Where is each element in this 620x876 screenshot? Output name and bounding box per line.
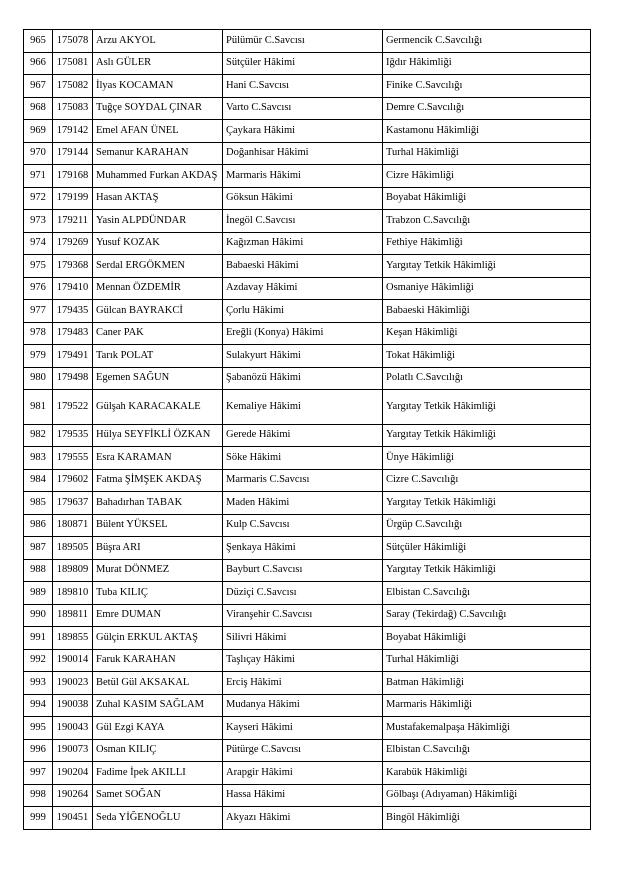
row-number-cell: 994 (24, 694, 53, 717)
new-post-cell: Elbistan C.Savcılığı (383, 582, 591, 605)
registry-number-cell: 179168 (53, 165, 93, 188)
table-row (24, 559, 591, 582)
row-number-cell: 968 (24, 97, 53, 120)
current-post-cell: Ereğli (Konya) Hâkimi (223, 322, 383, 345)
current-post-cell: Viranşehir C.Savcısı (223, 604, 383, 627)
registry-number-cell: 179535 (53, 424, 93, 447)
current-post-cell: Pülümür C.Savcısı (223, 30, 383, 53)
row-number-cell: 999 (24, 807, 53, 830)
registry-number-cell: 179637 (53, 492, 93, 515)
table-row (24, 649, 591, 672)
new-post-cell: Cizre Hâkimliği (383, 165, 591, 188)
row-number-cell: 979 (24, 345, 53, 368)
registry-number-cell: 175083 (53, 97, 93, 120)
current-post-cell: İnegöl C.Savcısı (223, 210, 383, 233)
registry-number-cell: 179368 (53, 255, 93, 278)
current-post-cell: Gerede Hâkimi (223, 424, 383, 447)
current-post-cell: Şenkaya Hâkimi (223, 537, 383, 560)
row-number-cell: 987 (24, 537, 53, 560)
current-post-cell: Söke Hâkimi (223, 447, 383, 470)
row-number-cell: 983 (24, 447, 53, 470)
person-name-cell: Bahadırhan TABAK (93, 492, 223, 515)
row-number-cell: 966 (24, 52, 53, 75)
table-row (24, 582, 591, 605)
current-post-cell: Azdavay Hâkimi (223, 277, 383, 300)
row-number-cell: 995 (24, 717, 53, 740)
row-number-cell: 974 (24, 232, 53, 255)
current-post-cell: Bayburt C.Savcısı (223, 559, 383, 582)
current-post-cell: Taşlıçay Hâkimi (223, 649, 383, 672)
table-row (24, 120, 591, 143)
registry-number-cell: 190451 (53, 807, 93, 830)
table-row (24, 52, 591, 75)
row-number-cell: 972 (24, 187, 53, 210)
registry-number-cell: 175081 (53, 52, 93, 75)
new-post-cell: Boyabat Hâkimliği (383, 627, 591, 650)
table-row (24, 165, 591, 188)
person-name-cell: Gülcan BAYRAKCİ (93, 300, 223, 323)
new-post-cell: Karabük Hâkimliği (383, 762, 591, 785)
current-post-cell: Kulp C.Savcısı (223, 514, 383, 537)
registry-number-cell: 179483 (53, 322, 93, 345)
row-number-cell: 997 (24, 762, 53, 785)
row-number-cell: 978 (24, 322, 53, 345)
table-row (24, 75, 591, 98)
registry-number-cell: 179269 (53, 232, 93, 255)
new-post-cell: Ünye Hâkimliği (383, 447, 591, 470)
new-post-cell: Yargıtay Tetkik Hâkimliği (383, 390, 591, 425)
person-name-cell: Zuhal KASIM SAĞLAM (93, 694, 223, 717)
table-row (24, 277, 591, 300)
new-post-cell: Batman Hâkimliği (383, 672, 591, 695)
appointment-table (23, 29, 591, 830)
table-row (24, 492, 591, 515)
new-post-cell: Demre C.Savcılığı (383, 97, 591, 120)
row-number-cell: 975 (24, 255, 53, 278)
row-number-cell: 988 (24, 559, 53, 582)
table-row (24, 300, 591, 323)
registry-number-cell: 190014 (53, 649, 93, 672)
new-post-cell: Ürgüp C.Savcılığı (383, 514, 591, 537)
new-post-cell: Elbistan C.Savcılığı (383, 739, 591, 762)
person-name-cell: Arzu AKYOL (93, 30, 223, 53)
row-number-cell: 985 (24, 492, 53, 515)
row-number-cell: 986 (24, 514, 53, 537)
table-row (24, 97, 591, 120)
registry-number-cell: 189810 (53, 582, 93, 605)
registry-number-cell: 179602 (53, 469, 93, 492)
person-name-cell: Hülya SEYFİKLİ ÖZKAN (93, 424, 223, 447)
table-row (24, 142, 591, 165)
person-name-cell: Samet SOĞAN (93, 784, 223, 807)
table-row (24, 255, 591, 278)
new-post-cell: Fethiye Hâkimliği (383, 232, 591, 255)
new-post-cell: Babaeski Hâkimliği (383, 300, 591, 323)
registry-number-cell: 179522 (53, 390, 93, 425)
table-row (24, 210, 591, 233)
registry-number-cell: 179435 (53, 300, 93, 323)
person-name-cell: Hasan AKTAŞ (93, 187, 223, 210)
current-post-cell: Babaeski Hâkimi (223, 255, 383, 278)
person-name-cell: Seda YİĞENOĞLU (93, 807, 223, 830)
person-name-cell: Serdal ERGÖKMEN (93, 255, 223, 278)
registry-number-cell: 189505 (53, 537, 93, 560)
registry-number-cell: 190073 (53, 739, 93, 762)
new-post-cell: Cizre C.Savcılığı (383, 469, 591, 492)
row-number-cell: 984 (24, 469, 53, 492)
row-number-cell: 967 (24, 75, 53, 98)
new-post-cell: Osmaniye Hâkimliği (383, 277, 591, 300)
table-row (24, 367, 591, 390)
new-post-cell: Polatlı C.Savcılığı (383, 367, 591, 390)
registry-number-cell: 190264 (53, 784, 93, 807)
row-number-cell: 996 (24, 739, 53, 762)
row-number-cell: 976 (24, 277, 53, 300)
new-post-cell: Tokat Hâkimliği (383, 345, 591, 368)
current-post-cell: Silivri Hâkimi (223, 627, 383, 650)
new-post-cell: Iğdır Hâkimliği (383, 52, 591, 75)
current-post-cell: Kağızman Hâkimi (223, 232, 383, 255)
new-post-cell: Yargıtay Tetkik Hâkimliği (383, 559, 591, 582)
current-post-cell: Varto C.Savcısı (223, 97, 383, 120)
table-row (24, 672, 591, 695)
table-row (24, 807, 591, 830)
current-post-cell: Hassa Hâkimi (223, 784, 383, 807)
person-name-cell: Bülent YÜKSEL (93, 514, 223, 537)
person-name-cell: Murat DÖNMEZ (93, 559, 223, 582)
table-row (24, 390, 591, 425)
person-name-cell: Emre DUMAN (93, 604, 223, 627)
current-post-cell: Kemaliye Hâkimi (223, 390, 383, 425)
person-name-cell: İlyas KOCAMAN (93, 75, 223, 98)
current-post-cell: Marmaris C.Savcısı (223, 469, 383, 492)
row-number-cell: 977 (24, 300, 53, 323)
person-name-cell: Fatma ŞİMŞEK AKDAŞ (93, 469, 223, 492)
current-post-cell: Doğanhisar Hâkimi (223, 142, 383, 165)
row-number-cell: 965 (24, 30, 53, 53)
registry-number-cell: 190023 (53, 672, 93, 695)
new-post-cell: Yargıtay Tetkik Hâkimliği (383, 492, 591, 515)
new-post-cell: Gölbaşı (Adıyaman) Hâkimliği (383, 784, 591, 807)
table-row (24, 30, 591, 53)
registry-number-cell: 179199 (53, 187, 93, 210)
registry-number-cell: 190204 (53, 762, 93, 785)
new-post-cell: Bingöl Hâkimliği (383, 807, 591, 830)
person-name-cell: Gül Ezgi KAYA (93, 717, 223, 740)
registry-number-cell: 189811 (53, 604, 93, 627)
table-row (24, 537, 591, 560)
person-name-cell: Fadime İpek AKILLI (93, 762, 223, 785)
new-post-cell: Sütçüler Hâkimliği (383, 537, 591, 560)
person-name-cell: Yasin ALPDÜNDAR (93, 210, 223, 233)
person-name-cell: Büşra ARI (93, 537, 223, 560)
registry-number-cell: 179144 (53, 142, 93, 165)
table-row (24, 784, 591, 807)
new-post-cell: Yargıtay Tetkik Hâkimliği (383, 255, 591, 278)
table-row (24, 514, 591, 537)
table-row (24, 604, 591, 627)
row-number-cell: 969 (24, 120, 53, 143)
row-number-cell: 991 (24, 627, 53, 650)
row-number-cell: 990 (24, 604, 53, 627)
current-post-cell: Kayseri Hâkimi (223, 717, 383, 740)
registry-number-cell: 179491 (53, 345, 93, 368)
new-post-cell: Mustafakemalpaşa Hâkimliği (383, 717, 591, 740)
new-post-cell: Yargıtay Tetkik Hâkimliği (383, 424, 591, 447)
person-name-cell: Gülçin ERKUL AKTAŞ (93, 627, 223, 650)
person-name-cell: Gülşah KARACAKALE (93, 390, 223, 425)
registry-number-cell: 189855 (53, 627, 93, 650)
person-name-cell: Muhammed Furkan AKDAŞ (93, 165, 223, 188)
registry-number-cell: 180871 (53, 514, 93, 537)
current-post-cell: Çorlu Hâkimi (223, 300, 383, 323)
registry-number-cell: 175082 (53, 75, 93, 98)
table-row (24, 762, 591, 785)
current-post-cell: Hani C.Savcısı (223, 75, 383, 98)
table-row (24, 469, 591, 492)
person-name-cell: Egemen SAĞUN (93, 367, 223, 390)
registry-number-cell: 179211 (53, 210, 93, 233)
current-post-cell: Maden Hâkimi (223, 492, 383, 515)
current-post-cell: Erciş Hâkimi (223, 672, 383, 695)
person-name-cell: Emel AFAN ÜNEL (93, 120, 223, 143)
row-number-cell: 970 (24, 142, 53, 165)
current-post-cell: Arapgir Hâkimi (223, 762, 383, 785)
current-post-cell: Marmaris Hâkimi (223, 165, 383, 188)
table-row (24, 187, 591, 210)
table-body (24, 30, 591, 830)
current-post-cell: Çaykara Hâkimi (223, 120, 383, 143)
table-row (24, 322, 591, 345)
row-number-cell: 971 (24, 165, 53, 188)
row-number-cell: 993 (24, 672, 53, 695)
current-post-cell: Akyazı Hâkimi (223, 807, 383, 830)
table-row (24, 447, 591, 470)
registry-number-cell: 179555 (53, 447, 93, 470)
new-post-cell: Turhal Hâkimliği (383, 649, 591, 672)
table-row (24, 694, 591, 717)
person-name-cell: Esra KARAMAN (93, 447, 223, 470)
row-number-cell: 989 (24, 582, 53, 605)
new-post-cell: Germencik C.Savcılığı (383, 30, 591, 53)
registry-number-cell: 190038 (53, 694, 93, 717)
row-number-cell: 981 (24, 390, 53, 425)
new-post-cell: Trabzon C.Savcılığı (383, 210, 591, 233)
new-post-cell: Saray (Tekirdağ) C.Savcılığı (383, 604, 591, 627)
registry-number-cell: 190043 (53, 717, 93, 740)
person-name-cell: Semanur KARAHAN (93, 142, 223, 165)
row-number-cell: 973 (24, 210, 53, 233)
new-post-cell: Boyabat Hâkimliği (383, 187, 591, 210)
current-post-cell: Sütçüler Hâkimi (223, 52, 383, 75)
current-post-cell: Mudanya Hâkimi (223, 694, 383, 717)
registry-number-cell: 189809 (53, 559, 93, 582)
new-post-cell: Finike C.Savcılığı (383, 75, 591, 98)
person-name-cell: Aslı GÜLER (93, 52, 223, 75)
current-post-cell: Şabanözü Hâkimi (223, 367, 383, 390)
current-post-cell: Pütürge C.Savcısı (223, 739, 383, 762)
row-number-cell: 998 (24, 784, 53, 807)
current-post-cell: Göksun Hâkimi (223, 187, 383, 210)
table-row (24, 717, 591, 740)
person-name-cell: Yusuf KOZAK (93, 232, 223, 255)
registry-number-cell: 179142 (53, 120, 93, 143)
new-post-cell: Turhal Hâkimliği (383, 142, 591, 165)
new-post-cell: Kastamonu Hâkimliği (383, 120, 591, 143)
row-number-cell: 982 (24, 424, 53, 447)
person-name-cell: Tarık POLAT (93, 345, 223, 368)
person-name-cell: Betül Gül AKSAKAL (93, 672, 223, 695)
new-post-cell: Marmaris Hâkimliği (383, 694, 591, 717)
person-name-cell: Caner PAK (93, 322, 223, 345)
table-row (24, 345, 591, 368)
current-post-cell: Sulakyurt Hâkimi (223, 345, 383, 368)
person-name-cell: Tuba KILIÇ (93, 582, 223, 605)
row-number-cell: 980 (24, 367, 53, 390)
row-number-cell: 992 (24, 649, 53, 672)
person-name-cell: Faruk KARAHAN (93, 649, 223, 672)
registry-number-cell: 179410 (53, 277, 93, 300)
registry-number-cell: 179498 (53, 367, 93, 390)
table-row (24, 232, 591, 255)
person-name-cell: Mennan ÖZDEMİR (93, 277, 223, 300)
table-row (24, 627, 591, 650)
new-post-cell: Keşan Hâkimliği (383, 322, 591, 345)
current-post-cell: Düziçi C.Savcısı (223, 582, 383, 605)
table-row (24, 424, 591, 447)
document-page (23, 29, 591, 830)
table-row (24, 739, 591, 762)
person-name-cell: Osman KILIÇ (93, 739, 223, 762)
registry-number-cell: 175078 (53, 30, 93, 53)
person-name-cell: Tuğçe SOYDAL ÇINAR (93, 97, 223, 120)
